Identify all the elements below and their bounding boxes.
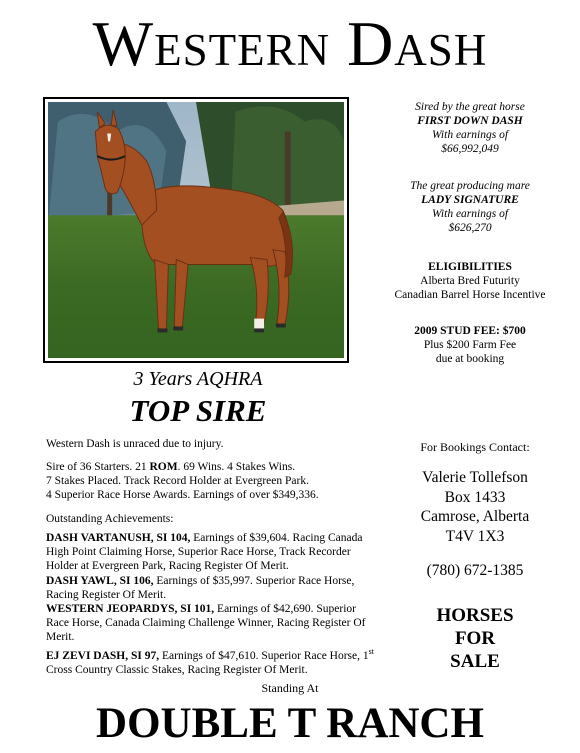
stats-rom: ROM [149, 461, 178, 473]
achievement-sup: st [368, 646, 374, 656]
stats-b: . 69 Wins. 4 Stakes Wins. [177, 461, 296, 473]
headline: TOP SIRE [129, 393, 267, 428]
sire-info [370, 100, 570, 156]
achievement-name: WESTERN JEOPARDYS, SI 101, [46, 603, 215, 616]
sale-line: HORSES [436, 605, 514, 626]
standing-at: Standing At [261, 681, 319, 695]
contact-city: Camrose, Alberta [420, 508, 530, 525]
stats-block [46, 460, 376, 503]
achievement-name: DASH VARTANUSH, SI 104, [46, 532, 191, 544]
achievement-name: EJ ZEVI DASH, SI 97, [46, 649, 160, 662]
stats-line3: 4 Superior Race Horse Awards. Earnings of over $349,336. [46, 489, 319, 502]
eligibilities [370, 260, 570, 302]
dam-info [370, 179, 570, 235]
sire-line3: With earnings of [431, 129, 509, 141]
stud-fee-line2: Plus $200 Farm Fee [423, 339, 517, 351]
sire-earnings: $66,992,049 [441, 143, 499, 155]
sale-line: FOR [454, 628, 496, 649]
horse-photo [43, 97, 349, 363]
intro-text: Western Dash is unraced due to injury. [46, 438, 224, 450]
contact-address [390, 468, 560, 546]
eligibilities-heading: ELIGIBILITIES [428, 261, 512, 273]
subtitle: 3 Years AQHRA [133, 368, 263, 390]
achievements-list [46, 531, 376, 677]
sale-line: SALE [450, 651, 500, 672]
achievement-text: Earnings of $47,610. Superior Race Horse, 1 [159, 649, 369, 662]
contact-box: Box 1433 [444, 488, 506, 506]
dam-earnings: $626,270 [448, 222, 492, 234]
dam-line3: With earnings of [431, 208, 509, 220]
achievements-heading: Outstanding Achievements: [46, 513, 174, 525]
eligibility-item: Canadian Barrel Horse Incentive [394, 289, 546, 301]
stats-a: Sire of 36 Starters. 21 [46, 461, 150, 473]
achievement-text: Cross Country Classic Stakes, Racing Register Of Merit. [46, 663, 308, 676]
achievement-text: Earnings of $42,690. Superior Race Horse, Canada Claiming Challenge Winner, Racing Register Of Merit. [46, 603, 366, 644]
achievement-item [46, 602, 376, 645]
achievement-item [46, 531, 376, 574]
dam-line1: The great producing mare [410, 180, 530, 192]
achievement-item [46, 645, 376, 677]
horses-for-sale [390, 604, 560, 673]
sire-name: FIRST DOWN DASH [417, 115, 523, 127]
contact-heading: For Bookings Contact: [420, 440, 530, 454]
stats-line2: 7 Stakes Placed. Track Record Holder at Evergreen Park. [46, 475, 309, 488]
sire-line1: Sired by the great horse [415, 101, 525, 113]
contact-name: Valerie Tollefson [422, 469, 528, 486]
contact-phone: (780) 672-1385 [426, 562, 524, 579]
page-title: Western Dash [92, 8, 488, 79]
stud-fee-line3: due at booking [435, 353, 505, 365]
dam-name: LADY SIGNATURE [421, 194, 519, 206]
horse-image [48, 102, 344, 358]
stud-fee-heading: 2009 STUD FEE: $700 [414, 325, 526, 337]
ranch-name: DOUBLE T RANCH [96, 700, 484, 747]
achievement-text: Earnings of $39,604. Racing Canada High Point Claiming Horse, Superior Race Horse, Track Recorder Holder at Evergreen Park, Racing Register Of Merit. [46, 532, 363, 573]
achievement-name: DASH YAWL, SI 106, [46, 574, 154, 587]
contact-postal: T4V 1X3 [445, 527, 505, 545]
eligibility-item: Alberta Bred Futurity [420, 275, 520, 287]
stud-fee [370, 324, 570, 366]
achievement-item [46, 574, 376, 602]
achievement-text: Earnings of $35,997. Superior Race Horse, Racing Register Of Merit. [46, 574, 355, 601]
